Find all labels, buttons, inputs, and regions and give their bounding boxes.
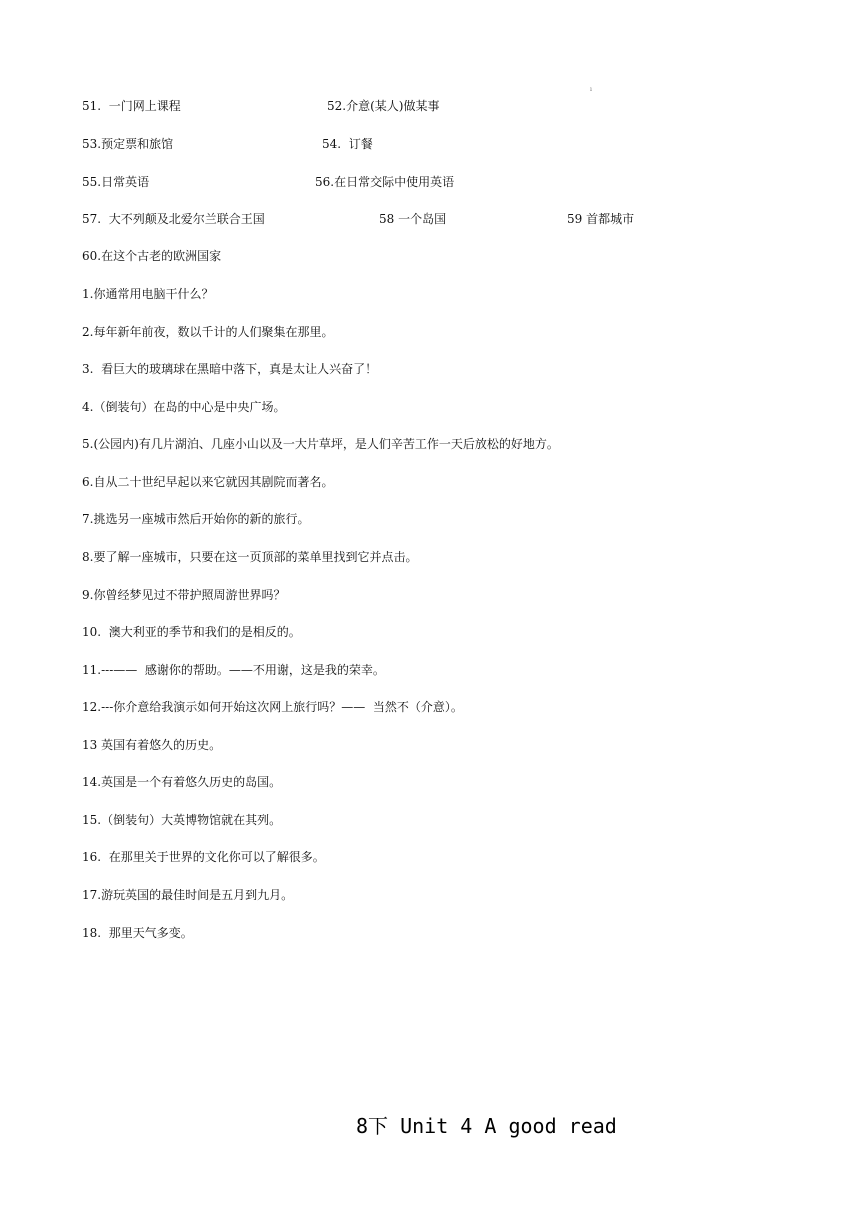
sentence-item: 6.自从二十世纪早起以来它就因其剧院而著名。: [82, 475, 334, 489]
sentence-item: 3. 看巨大的玻璃球在黑暗中落下，真是太让人兴奋了！: [82, 362, 378, 376]
sentence-item: 10. 澳大利亚的季节和我们的是相反的。: [82, 625, 301, 639]
sentence-item: 11.---—— 感谢你的帮助。——不用谢，这是我的荣幸。: [82, 663, 385, 677]
page-mark: ı: [590, 86, 592, 93]
sentence-item: 18. 那里天气多变。: [82, 926, 193, 940]
sentence-item: 13 英国有着悠久的历史。: [82, 738, 222, 752]
sentence-item: 7.挑选另一座城市然后开始你的新的旅行。: [82, 512, 310, 526]
vocab-item-52: 52.介意(某人)做某事: [327, 99, 440, 113]
sentence-item: 9.你曾经梦见过不带护照周游世界吗？: [82, 588, 286, 602]
vocab-item-60: 60.在这个古老的欧洲国家: [82, 249, 222, 263]
vocab-item-58: 58 一个岛国: [379, 212, 447, 226]
sentence-item: 1.你通常用电脑干什么？: [82, 287, 214, 301]
vocab-item-53: 53.预定票和旅馆: [82, 137, 174, 151]
vocab-item-51: 51. 一门网上课程: [82, 99, 181, 113]
unit-title: 8下 Unit 4 A good read: [356, 1114, 617, 1138]
sentence-item: 5.(公园内)有几片湖泊、几座小山以及一大片草坪，是人们辛苦工作一天后放松的好地方。: [82, 437, 559, 451]
sentence-item: 17.游玩英国的最佳时间是五月到九月。: [82, 888, 294, 902]
sentence-item: 16. 在那里关于世界的文化你可以了解很多。: [82, 850, 325, 864]
sentence-item: 14.英国是一个有着悠久历史的岛国。: [82, 775, 282, 789]
sentence-item: 8.要了解一座城市，只要在这一页顶部的菜单里找到它并点击。: [82, 550, 418, 564]
vocab-item-56: 56.在日常交际中使用英语: [315, 175, 455, 189]
sentence-item: 4.（倒装句）在岛的中心是中央广场。: [82, 400, 286, 414]
vocab-item-59: 59 首都城市: [567, 212, 635, 226]
vocab-item-55: 55.日常英语: [82, 175, 150, 189]
sentence-item: 2.每年新年前夜，数以千计的人们聚集在那里。: [82, 325, 334, 339]
vocab-item-54: 54. 订餐: [322, 137, 373, 151]
sentence-item: 15.（倒装句）大英博物馆就在其列。: [82, 813, 282, 827]
sentence-item: 12.---你介意给我演示如何开始这次网上旅行吗？—— 当然不（介意）。: [82, 700, 463, 714]
vocab-item-57: 57. 大不列颠及北爱尔兰联合王国: [82, 212, 265, 226]
